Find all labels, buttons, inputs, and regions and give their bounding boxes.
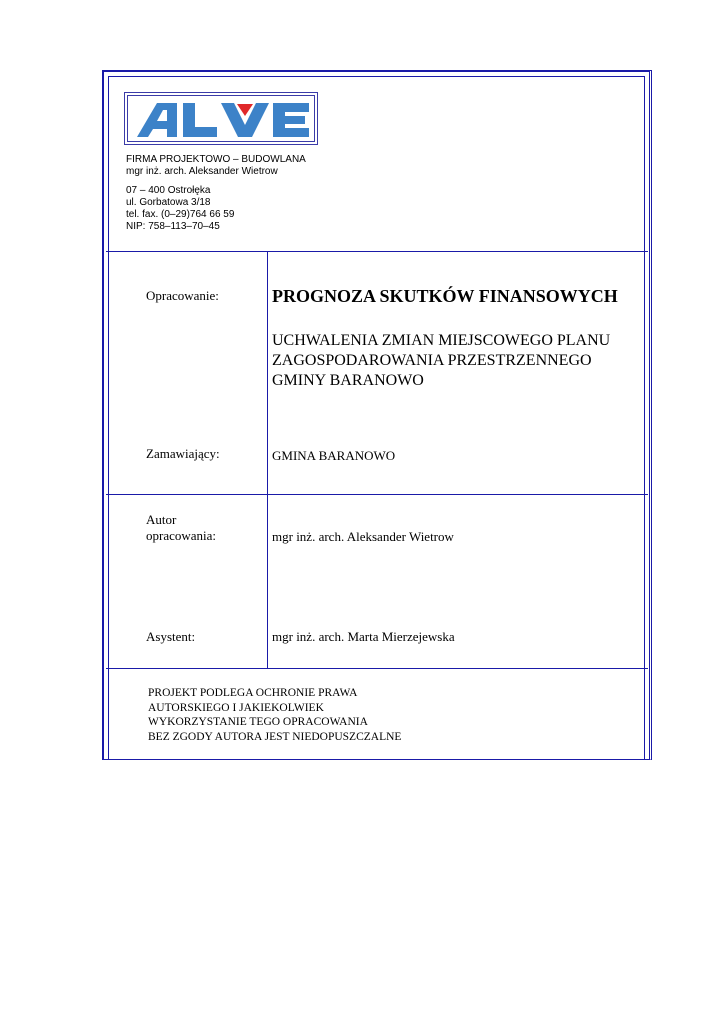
separator-client <box>106 494 648 495</box>
notice-line: WYKORZYSTANIE TEGO OPRACOWANIA <box>148 716 368 728</box>
label-assistant: Asystent: <box>146 629 196 644</box>
firm-name: FIRMA PROJEKTOWO – BUDOWLANA <box>126 154 306 165</box>
label-prepared: Opracowanie: <box>146 288 219 303</box>
label-author: Autor opracowania: <box>146 512 217 543</box>
notice-line: AUTORSKIEGO I JAKIEKOLWIEK <box>148 701 324 714</box>
logo-letter-l <box>183 103 217 137</box>
firm-nip: NIP: 758–113–70–45 <box>126 221 220 232</box>
logo-letter-a <box>137 103 177 137</box>
author-value: mgr inż. arch. Aleksander Wietrow <box>272 529 454 544</box>
label-client: Zamawiający: <box>146 446 220 461</box>
notice-line: PROJEKT PODLEGA OCHRONIE PRAWA <box>148 687 358 699</box>
separator-header <box>106 251 648 252</box>
firm-address-line2: ul. Gorbatowa 3/18 <box>126 197 211 208</box>
assistant-value: mgr inż. arch. Marta Mierzejewska <box>272 629 455 644</box>
firm-phone: tel. fax. (0–29)764 66 59 <box>126 209 235 220</box>
column-divider <box>267 251 268 668</box>
separator-author <box>106 668 648 669</box>
document-title: PROGNOZA SKUTKÓW FINANSOWYCH <box>272 286 618 306</box>
company-logo <box>124 92 318 145</box>
notice-line: BEZ ZGODY AUTORA JEST NIEDOPUSZCZALNE <box>148 730 402 743</box>
document-subtitle: UCHWALENIA ZMIAN MIEJSCOWEGO PLANU ZAGOSPODAROWANIA PRZESTRZENNEGO GMINY BARANOWO <box>272 332 611 389</box>
logo-graphic <box>133 99 311 139</box>
copyright-notice <box>148 686 401 744</box>
firm-address-line1: 07 – 400 Ostrołęka <box>126 185 211 196</box>
logo-letter-e <box>273 103 309 137</box>
document-inner-frame <box>108 76 645 759</box>
firm-owner: mgr inż. arch. Aleksander Wietrow <box>126 166 278 177</box>
client-value: GMINA BARANOWO <box>272 448 396 463</box>
